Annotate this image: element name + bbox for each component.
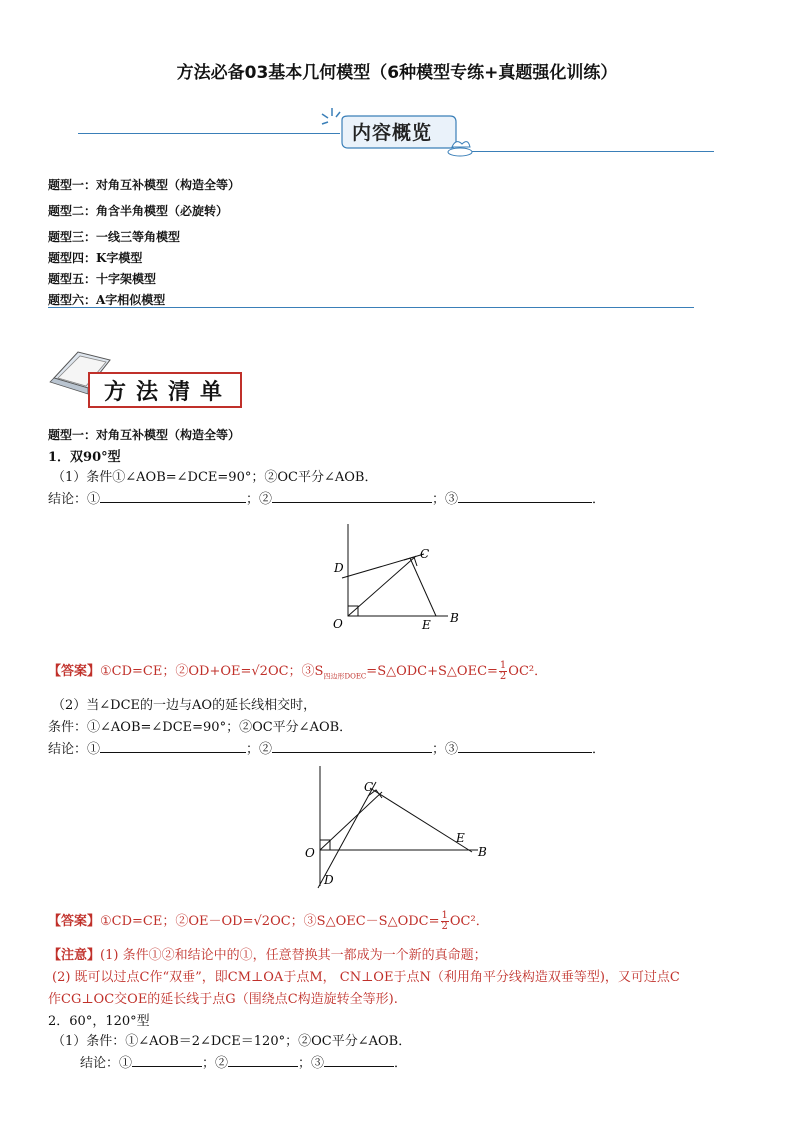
method-banner: [48, 348, 244, 410]
label-C: C: [420, 547, 430, 561]
overview-item: 题型六：A字相似模型: [48, 293, 166, 307]
conclusion-line: 结论：① ；② ；③ ．: [48, 492, 606, 507]
label-O: O: [305, 846, 315, 860]
overview-item: 题型二：角含半角模型（必旋转）: [48, 204, 229, 218]
note-line-3: 作CG⊥OC交OE的延长线于点G（围绕点C构造旋转全等形).: [48, 992, 398, 1007]
subsection-title-2: 2．60°，120°型: [48, 1014, 150, 1029]
part3-condition: （1）条件：①∠AOB＝2∠DCE＝120°；②OC平分∠AOB．: [52, 1034, 412, 1049]
note-line-2: (2) 既可以过点C作“双垂”，即CM⊥OA于点M， CN⊥OE于点N（利用角平分线构造双垂等型)，又可过点C: [52, 970, 680, 985]
overview-badge: [338, 114, 470, 150]
overview-item: 题型一：对角互补模型（构造全等）: [48, 178, 241, 192]
conclusion-line-2: 结论：① ；② ；③ ．: [48, 742, 606, 757]
figure-1-diagram: [328, 520, 468, 636]
label-C: C: [364, 780, 374, 794]
header-rule-right: [466, 151, 714, 152]
section-heading: 题型一：对角互补模型（构造全等）: [48, 428, 241, 442]
header-rule-left: [78, 133, 340, 134]
subsection-title: 1．双90°型: [48, 450, 121, 465]
label-E: E: [422, 618, 431, 632]
note-line-1: 【注意】(1) 条件①②和结论中的①，任意替换其一都成为一个新的真命题；: [48, 948, 487, 963]
overview-item: 题型三：一线三等角模型: [48, 230, 181, 244]
overview-badge-label: 内容概览: [352, 122, 433, 144]
label-E: E: [456, 831, 465, 845]
overview-item: 题型五：十字架模型: [48, 272, 157, 286]
condition-text: （1）条件①∠AOB=∠DCE=90°；②OC平分∠AOB．: [52, 470, 378, 485]
label-B: B: [450, 611, 459, 625]
label-D: D: [334, 561, 344, 575]
answer-2: 【答案】①CD=CE；②OE－OD=√2OC；③S△OEC－S△ODC= $\frac{1}{2}$ OC²．: [48, 910, 489, 932]
method-banner-label: 方法清单: [104, 380, 233, 405]
figure-2-diagram: [300, 764, 496, 890]
overview-bottom-rule: [48, 307, 694, 308]
overview-item: 题型四：K字模型: [48, 251, 143, 265]
label-D: D: [324, 873, 334, 887]
answer-1: 【答案】①CD=CE；②OD+OE=√2OC；$③S_{四边形DOEC}=S\triangle ODC+S\triangle OEC=$ $\frac{1}{2}$ OC²．: [48, 660, 548, 682]
page-title: 方法必备03基本几何模型（6种模型专练+真题强化训练）: [176, 63, 618, 83]
label-B: B: [478, 845, 487, 859]
conclusion-line-3: 结论：① ；② ；③ ．: [80, 1056, 408, 1071]
label-O: O: [333, 617, 343, 631]
part2-condition: 条件：①∠AOB=∠DCE=90°；②OC平分∠AOB．: [48, 720, 353, 735]
part2-intro: （2）当∠DCE的一边与AO的延长线相交时，: [52, 698, 317, 713]
